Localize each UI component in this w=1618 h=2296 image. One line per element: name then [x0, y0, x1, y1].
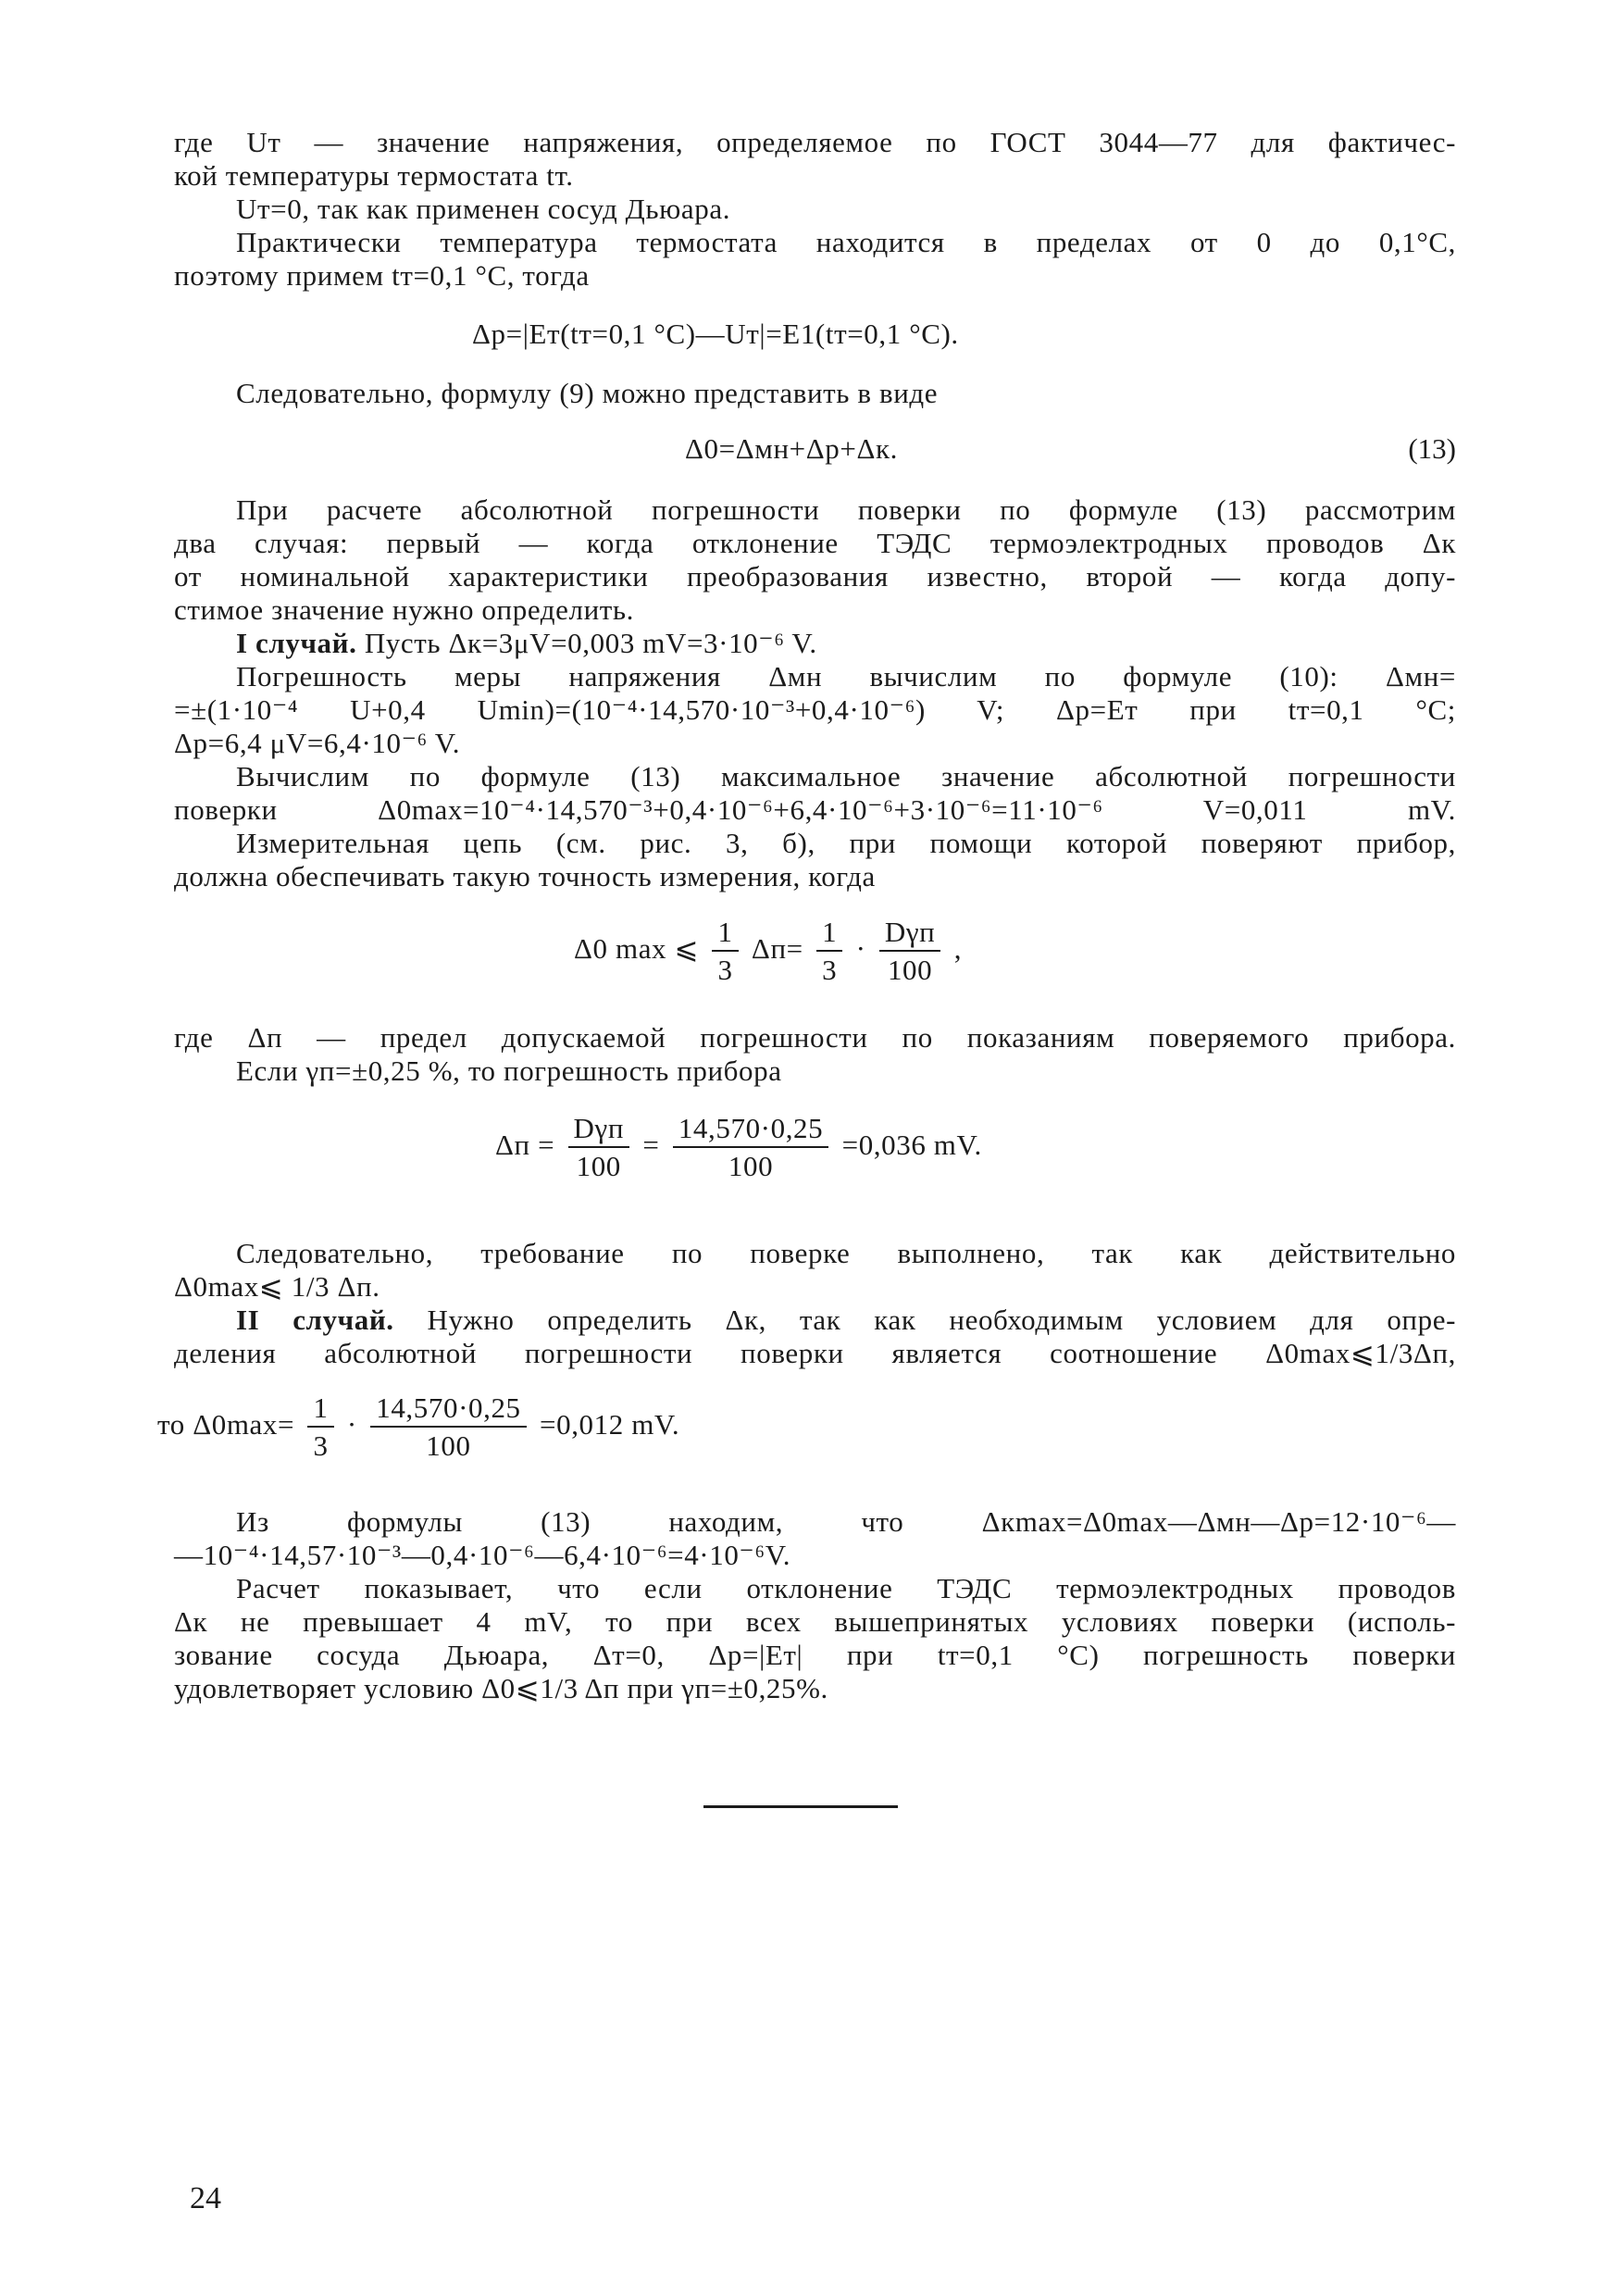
paragraph-line: поэтому примем tт=0,1 °С, тогда: [174, 259, 590, 292]
equation-delta-p: Δр=|Eт(tт=0,1 °C)—Uт|=E1(tт=0,1 °C).: [472, 318, 959, 350]
case-two-line: [236, 1303, 1456, 1338]
paragraph-line: Практически температура термостата находится в пределах от 0 до 0,1°С,: [236, 226, 1456, 258]
paragraph-line: Расчет показывает, что если отклонение ТЭДС термоэлектродных проводов: [236, 1572, 1456, 1604]
fraction-numerator: Dγп: [884, 916, 936, 948]
paragraph-line: Из формулы (13) находим, что Δкmax=Δ0max—Δмн—Δр=12·10⁻⁶—: [236, 1505, 1456, 1538]
eq-part: то Δ0max=: [157, 1408, 295, 1441]
paragraph-line: удовлетворяет условию Δ0⩽1/3 Δп при γп=±0,25%.: [174, 1672, 828, 1704]
paragraph-line: Uт=0, так как применен сосуд Дьюара.: [236, 193, 731, 225]
paragraph-line: При расчете абсолютной погрешности поверки по формуле (13) рассмотрим: [236, 493, 1456, 526]
eq-part: ·: [346, 1408, 357, 1441]
paragraph-line: Погрешность меры напряжения Δмн вычислим по формуле (10): Δмн=: [236, 660, 1456, 693]
fraction-numerator: 1: [822, 916, 838, 948]
paragraph-line: Δр=6,4 μV=6,4·10⁻⁶ V.: [174, 727, 461, 759]
eq-part: =0,012 mV.: [540, 1408, 680, 1441]
fraction-numerator: 1: [717, 916, 733, 948]
fraction-denominator: 100: [673, 1146, 828, 1185]
fraction-denominator: 3: [816, 950, 842, 989]
eq-part: Δп=: [751, 932, 803, 966]
eq-part: Δ0 max ⩽: [574, 932, 700, 966]
paragraph-line: стимое значение нужно определить.: [174, 593, 634, 626]
equation-delta-n: [495, 1111, 982, 1185]
paragraph-line: Следовательно, формулу (9) можно представить в виде: [236, 377, 939, 409]
paragraph-line: Вычислим по формуле (13) максимальное значение абсолютной погрешности: [236, 760, 1456, 792]
paragraph-line: где Δп — предел допускаемой погрешности по показаниям поверяемого прибора.: [174, 1021, 1456, 1054]
section-divider: [703, 1805, 898, 1808]
paragraph-line: деления абсолютной погрешности поверки является соотношение Δ0max⩽1/3Δп,: [174, 1337, 1456, 1369]
paragraph-line: Измерительная цепь (см. рис. 3, б), при помощи которой поверяют прибор,: [236, 827, 1456, 859]
case-one-heading: I случай.: [236, 627, 357, 659]
case-one-line: [236, 626, 1456, 661]
fraction-denominator: 100: [879, 950, 940, 989]
fraction-denominator: 3: [712, 950, 738, 989]
case-two-heading: II случай.: [236, 1304, 394, 1336]
case-one-text: Пусть Δк=3μV=0,003 mV=3·10⁻⁶ V.: [356, 627, 817, 659]
paragraph-line: =±(1·10⁻⁴ U+0,4 Umin)=(10⁻⁴·14,570·10⁻³+0,4·10⁻⁶) V; Δр=Eт при tт=0,1 °С;: [174, 693, 1456, 726]
fraction-numerator: 14,570·0,25: [376, 1391, 521, 1424]
paragraph-line: где Uт — значение напряжения, определяемое по ГОСТ 3044—77 для фактичес-: [174, 126, 1456, 158]
fraction: [673, 1111, 828, 1185]
fraction: [370, 1391, 526, 1465]
equation-delta-0max: [157, 1391, 679, 1465]
eq-part: ,: [953, 932, 963, 966]
fraction: [879, 915, 940, 989]
paragraph-line: поверки Δ0max=10⁻⁴·14,570⁻³+0,4·10⁻⁶+6,4·10⁻⁶+3·10⁻⁶=11·10⁻⁶ V=0,011 mV.: [174, 793, 1456, 826]
paragraph-line: Δк не превышает 4 mV, то при всех вышепринятых условиях поверки (исполь-: [174, 1605, 1456, 1638]
paragraph-line: должна обеспечивать такую точность измерения, когда: [174, 860, 876, 892]
fraction-numerator: 1: [313, 1391, 329, 1424]
fraction: [712, 915, 738, 989]
fraction-denominator: 3: [307, 1426, 333, 1465]
paragraph-line: Δ0max⩽ 1/3 Δп.: [174, 1270, 380, 1303]
fraction-denominator: 100: [568, 1146, 629, 1185]
eq-part: =0,036 mV.: [841, 1129, 982, 1162]
fraction-numerator: Dγп: [573, 1112, 625, 1144]
paragraph-line: —10⁻⁴·14,57·10⁻³—0,4·10⁻⁶—6,4·10⁻⁶=4·10⁻⁶V.: [174, 1539, 791, 1571]
fraction-denominator: 100: [370, 1426, 526, 1465]
equation-number: (13): [1408, 432, 1456, 465]
fraction: [568, 1111, 629, 1185]
fraction-numerator: 14,570·0,25: [678, 1112, 824, 1144]
eq-part: =: [642, 1129, 660, 1162]
paragraph-line: от номинальной характеристики преобразования известно, второй — когда допу-: [174, 560, 1456, 593]
equation-13: Δ0=Δмн+Δр+Δк.: [685, 432, 899, 465]
equation-inequality: [574, 915, 962, 989]
eq-part: Δп =: [495, 1129, 555, 1162]
fraction: [816, 915, 842, 989]
fraction: [307, 1391, 333, 1465]
eq-part: ·: [855, 932, 866, 966]
case-two-text: Нужно определить Δк, так как необходимым условием для опре-: [393, 1304, 1457, 1336]
paragraph-line: зование сосуда Дьюара, Δт=0, Δр=|Eт| при tт=0,1 °С) погрешность поверки: [174, 1639, 1456, 1671]
paragraph-line: кой температуры термостата tт.: [174, 159, 574, 192]
paragraph-line: Если γп=±0,25 %, то погрешность прибора: [236, 1054, 782, 1087]
paragraph-line: Следовательно, требование по поверке выполнено, так как действительно: [236, 1237, 1456, 1269]
page-number: 24: [190, 2181, 221, 2215]
paragraph-line: два случая: первый — когда отклонение ТЭДС термоэлектродных проводов Δк: [174, 527, 1456, 559]
